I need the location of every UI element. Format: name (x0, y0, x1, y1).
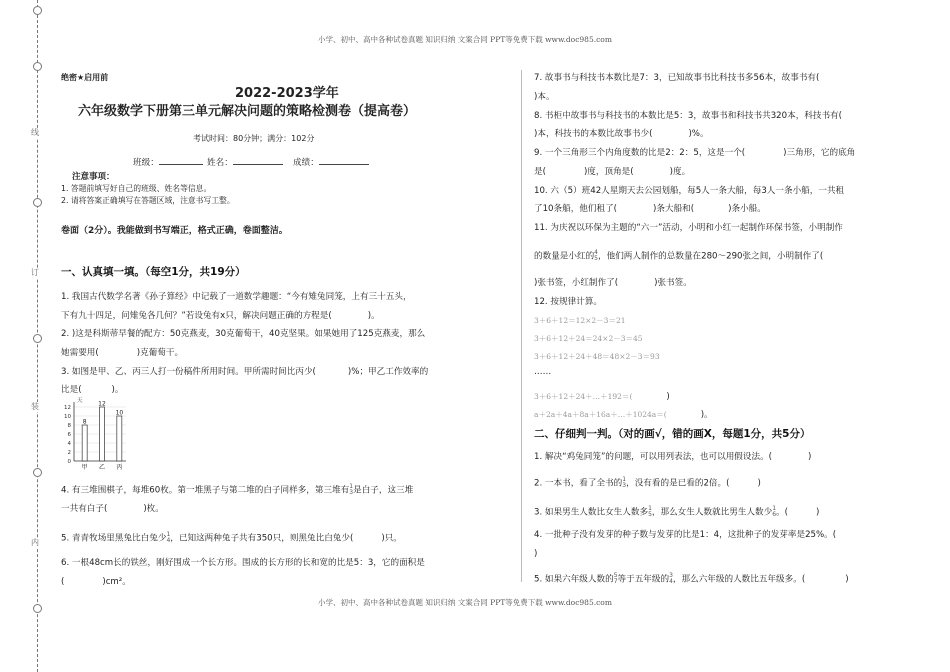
bar-丙 (117, 416, 122, 461)
q10-line1: 10. 六（5）班42人星期天去公园划船，每5人一条大船，每3人一条小船，一共租 (534, 186, 845, 196)
q11-line3: )张书签，小红制作了( )张书签。 (534, 278, 692, 288)
margin-label: 内 (31, 538, 39, 547)
note-item: 2. 请将答案正确填写在答题区域，注意书写工整。 (61, 196, 235, 205)
q5-line: 5. 青青牧场里黑兔比白兔少 1 4 ，已知这两种兔子共有350只，则黑兔比白兔少( )只。 (61, 531, 402, 544)
y-tick-label: 2 (67, 450, 71, 456)
score-field (293, 157, 369, 169)
q11-line1: 11. 为庆祝以环保为主题的“六一”活动，小明和小红一起制作环保书签，小明制作 (534, 223, 843, 233)
notes-title: 注意事项： (72, 172, 115, 182)
binding-hole (33, 62, 42, 71)
name-field (207, 157, 283, 169)
q12-equation-3: 3＋6＋12＋24＋48＝48×2－3＝93 (534, 352, 660, 361)
q8-line2: )本，科技书的本数比故事书少( )%。 (534, 129, 709, 139)
page-title: 六年级数学下册第三单元解决问题的策略检测卷（提高卷） (78, 104, 417, 119)
class-input[interactable] (159, 164, 203, 165)
q12-equation-5: a＋2a＋4a＋8a＋16a＋…＋1024a＝( )。 (534, 410, 713, 420)
name-label: 姓名： (207, 158, 233, 168)
judge-5-fraction-2: 3 4 (669, 572, 673, 585)
page-header: 小学、初中、高中各种试卷真题 知识归纳 文案合同 PPT等免费下载 www.doc985.com (318, 35, 612, 44)
exam-year: 2022-2023学年 (235, 86, 339, 101)
binding-hole (33, 198, 42, 207)
q5-fraction: 1 4 (166, 531, 171, 544)
data-label: 8 (82, 418, 87, 426)
q12-title: 12. 按规律计算。 (534, 297, 602, 307)
q9-line2: 是( )度，顶角是( )度。 (534, 167, 691, 177)
x-tick-label: 丙 (116, 464, 123, 471)
class-label: 班级： (133, 158, 159, 168)
class-field (133, 157, 203, 169)
y-tick-label: 10 (64, 414, 71, 420)
q4-line1: 4. 有三堆围棋子，每堆60枚。第一堆黑子与第二堆的白子同样多，第三堆有 1 3 是白子，这三堆 (61, 483, 414, 496)
binding-hole (33, 604, 42, 613)
neatness-note: 卷面（2分）。我能做到书写端正，格式正确，卷面整洁。 (61, 226, 288, 236)
q11-fraction: 4 5 (594, 249, 598, 262)
q12-equation-1: 3＋6＋12＝12×2－3＝21 (534, 316, 626, 325)
judge-4-close: ) (534, 549, 538, 559)
note-item: 1. 答题前填写好自己的班级、姓名等信息。 (61, 184, 212, 193)
section-1-heading: 一、认真填一填。（每空1分，共19分） (61, 266, 246, 278)
margin-label: 装 (31, 402, 39, 411)
judge-3-fraction-1: 1 5 (648, 505, 652, 518)
bar-乙 (100, 407, 105, 461)
judge-1: 1. 解决“鸡兔同笼”的问题，可以用列表法，也可以用假设法。( ) (534, 452, 812, 462)
data-label: 10 (115, 409, 124, 417)
score-input[interactable] (319, 164, 369, 165)
column-divider (521, 70, 522, 582)
q4-fraction: 1 3 (349, 483, 354, 496)
exam-time-score: 考试时间：80分钟；满分：102分 (193, 134, 315, 143)
data-label: 12 (98, 400, 106, 408)
q6-line1: 6. 一根48cm长的铁丝，刚好围成一个长方形。围成的长方形的长和宽的比是5：3，它的面积是 (61, 558, 425, 568)
q3-line2: 比是( )。 (61, 385, 124, 395)
q3-line1: 3. 如图是甲、乙、丙三人打一份稿件所用时间。甲所需时间比丙少( )%；甲乙工作效率的 (61, 367, 429, 377)
q8-line1: 8. 书柜中故事书与科技书的本数比是5：3，故事书和科技书共320本，科技书有( (534, 111, 843, 121)
q2-line2: 她需要用( )克葡萄干。 (61, 348, 184, 358)
section-2-heading: 二、仔细判一判。（对的画√，错的画X，每题1分，共5分） (534, 428, 811, 440)
secret-tag: 绝密★启用前 (61, 73, 109, 82)
y-tick-label: 8 (67, 423, 71, 429)
y-tick-label: 4 (67, 441, 71, 447)
q7-line1: 7. 故事书与科技书本数比是7：3，已知故事书比科技书多56本，故事书有( (534, 73, 820, 83)
judge-3: 3. 如果男生人数比女生人数多 1 5 ，那么女生人数就比男生人数少 1 6 。( ) (534, 505, 820, 518)
y-tick-label: 12 (64, 405, 71, 411)
binding-hole (33, 468, 42, 477)
q12-ellipsis: …… (534, 367, 552, 377)
margin-label: 线 (31, 128, 39, 137)
margin-label: 订 (31, 268, 39, 277)
name-input[interactable] (233, 164, 283, 165)
y-tick-label: 6 (67, 432, 71, 438)
score-label: 成绩： (293, 158, 319, 168)
x-tick-label: 甲 (81, 464, 88, 471)
y-tick-label: 0 (67, 459, 71, 465)
binding-hole (33, 6, 42, 15)
q12-equation-4: 3＋6＋12＋24＋…＋192＝( ) (534, 392, 670, 402)
y-axis-label: 天 (77, 398, 83, 404)
q9-line1: 9. 一个三角形三个内角度数的比是2：2：5，这是一个( )三角形，它的底角 (534, 148, 856, 158)
judge-5: 5. 如果六年级人数的 5 7 等于五年级的 3 4 ，那么六年级的人数比五年级多。( ) (534, 572, 849, 585)
judge-2-fraction: 1 3 (622, 476, 627, 489)
q10-line2: 了10条船，他们租了( )条大船和( )条小船。 (534, 204, 766, 214)
q7-line2: )本。 (534, 92, 555, 102)
q4-line2: 一共有白子( )枚。 (61, 504, 164, 514)
q11-line2: 的数量是小红的 4 5 ，他们两人制作的总数量在280～290张之间，小明制作了( (534, 249, 824, 262)
q12-equation-2: 3＋6＋12＋24＝24×2－3＝45 (534, 334, 643, 343)
x-tick-label: 乙 (98, 464, 106, 471)
q6-line2: ( )cm²。 (61, 577, 131, 587)
judge-4: 4. 一批种子没有发芽的种子数与发芽的比是1：4，这批种子的发芽率是25%。( (534, 530, 837, 540)
judge-2: 2. 一本书，看了全书的 1 3 ，没有看的是已看的2倍。( ) (534, 476, 761, 489)
q3-bar-chart (58, 395, 130, 473)
page-footer: 小学、初中、高中各种试卷真题 知识归纳 文案合同 PPT等免费下载 www.doc985.com (318, 598, 612, 607)
q1-line1: 1. 我国古代数学名著《孙子算经》中记载了一道数学趣题：“今有雉兔同笼，上有三十五头， (61, 292, 412, 302)
judge-5-fraction-1: 5 7 (613, 572, 618, 585)
q2-line1: 2. )这是科斯蒂早餐的配方：50克燕麦，30克葡萄干，40克坚果。如果她用了125克燕麦，那么 (61, 329, 426, 339)
binding-hole (33, 334, 42, 343)
bar-甲 (82, 425, 87, 461)
q1-line2: 下有九十四足，问雉兔各几何？”若设兔有x只，解决问题正确的方程是( )。 (61, 311, 380, 321)
judge-3-fraction-2: 1 6 (772, 505, 777, 518)
